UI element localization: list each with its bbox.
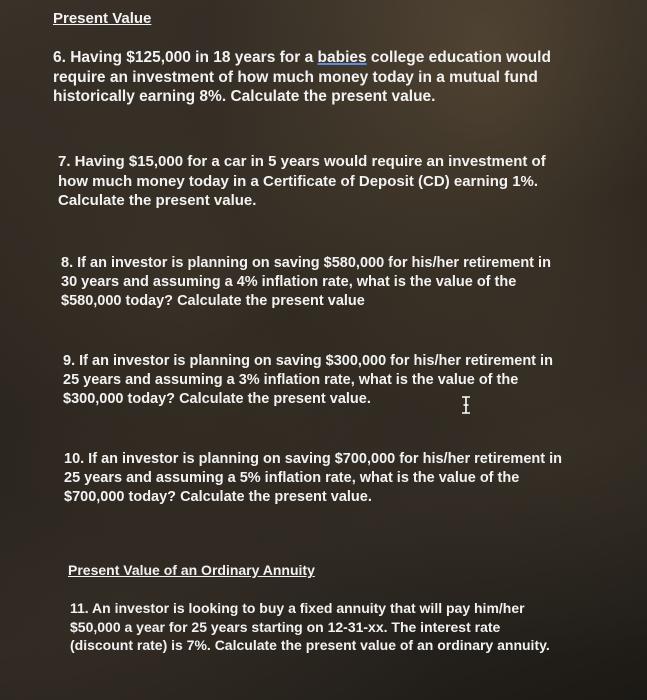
question-6: [53, 48, 551, 107]
text-cursor-icon: [460, 396, 472, 414]
question-7: [58, 152, 546, 211]
question-10: [64, 450, 562, 507]
underlined-word-babies: babies: [317, 49, 367, 66]
question-6-line-1: 6. Having $125,000 in 18 years for a babies college education would: [53, 49, 551, 66]
question-11-line-1: 11. An investor is looking to buy a fixed annuity that will pay him/her: [70, 600, 525, 616]
question-8: [61, 254, 551, 311]
question-8-line-1: 8. If an investor is planning on saving $580,000 for his/her retirement in: [61, 255, 551, 271]
question-11: [70, 599, 550, 655]
question-9-line-1: 9. If an investor is planning on saving $300,000 for his/her retirement in: [63, 353, 553, 369]
question-8-line-3: $580,000 today? Calculate the present value: [61, 293, 365, 309]
question-11-line-2: $50,000 a year for 25 years starting on 12-31-xx. The interest rate: [70, 618, 501, 635]
question-8-line-2: 30 years and assuming a 4% inflation rate, what is the value of the: [61, 274, 517, 290]
question-7-line-1: 7. Having $15,000 for a car in 5 years would require an investment of: [58, 153, 546, 170]
question-6-line-2: require an investment of how much money today in a mutual fund: [53, 68, 538, 86]
section-heading-present-value: Present Value: [53, 10, 152, 27]
question-10-line-3: $700,000 today? Calculate the present value.: [64, 489, 372, 505]
question-6-line-3: historically earning 8%. Calculate the present value.: [53, 88, 436, 105]
question-10-line-1: 10. If an investor is planning on saving $700,000 for his/her retirement in: [64, 451, 562, 467]
question-11-line-3: (discount rate) is 7%. Calculate the present value of an ordinary annuity.: [70, 637, 550, 653]
question-10-line-2: 25 years and assuming a 5% inflation rate, what is the value of the: [64, 470, 520, 486]
question-9-line-3: $300,000 today? Calculate the present value.: [63, 391, 371, 407]
question-7-line-2: how much money today in a Certificate of Deposit (CD) earning 1%.: [58, 172, 539, 190]
question-7-line-3: Calculate the present value.: [58, 192, 257, 209]
section-heading-ordinary-annuity: Present Value of an Ordinary Annuity: [68, 562, 315, 578]
question-9: [63, 352, 553, 409]
question-9-line-2: 25 years and assuming a 3% inflation rate, what is the value of the: [63, 372, 519, 388]
